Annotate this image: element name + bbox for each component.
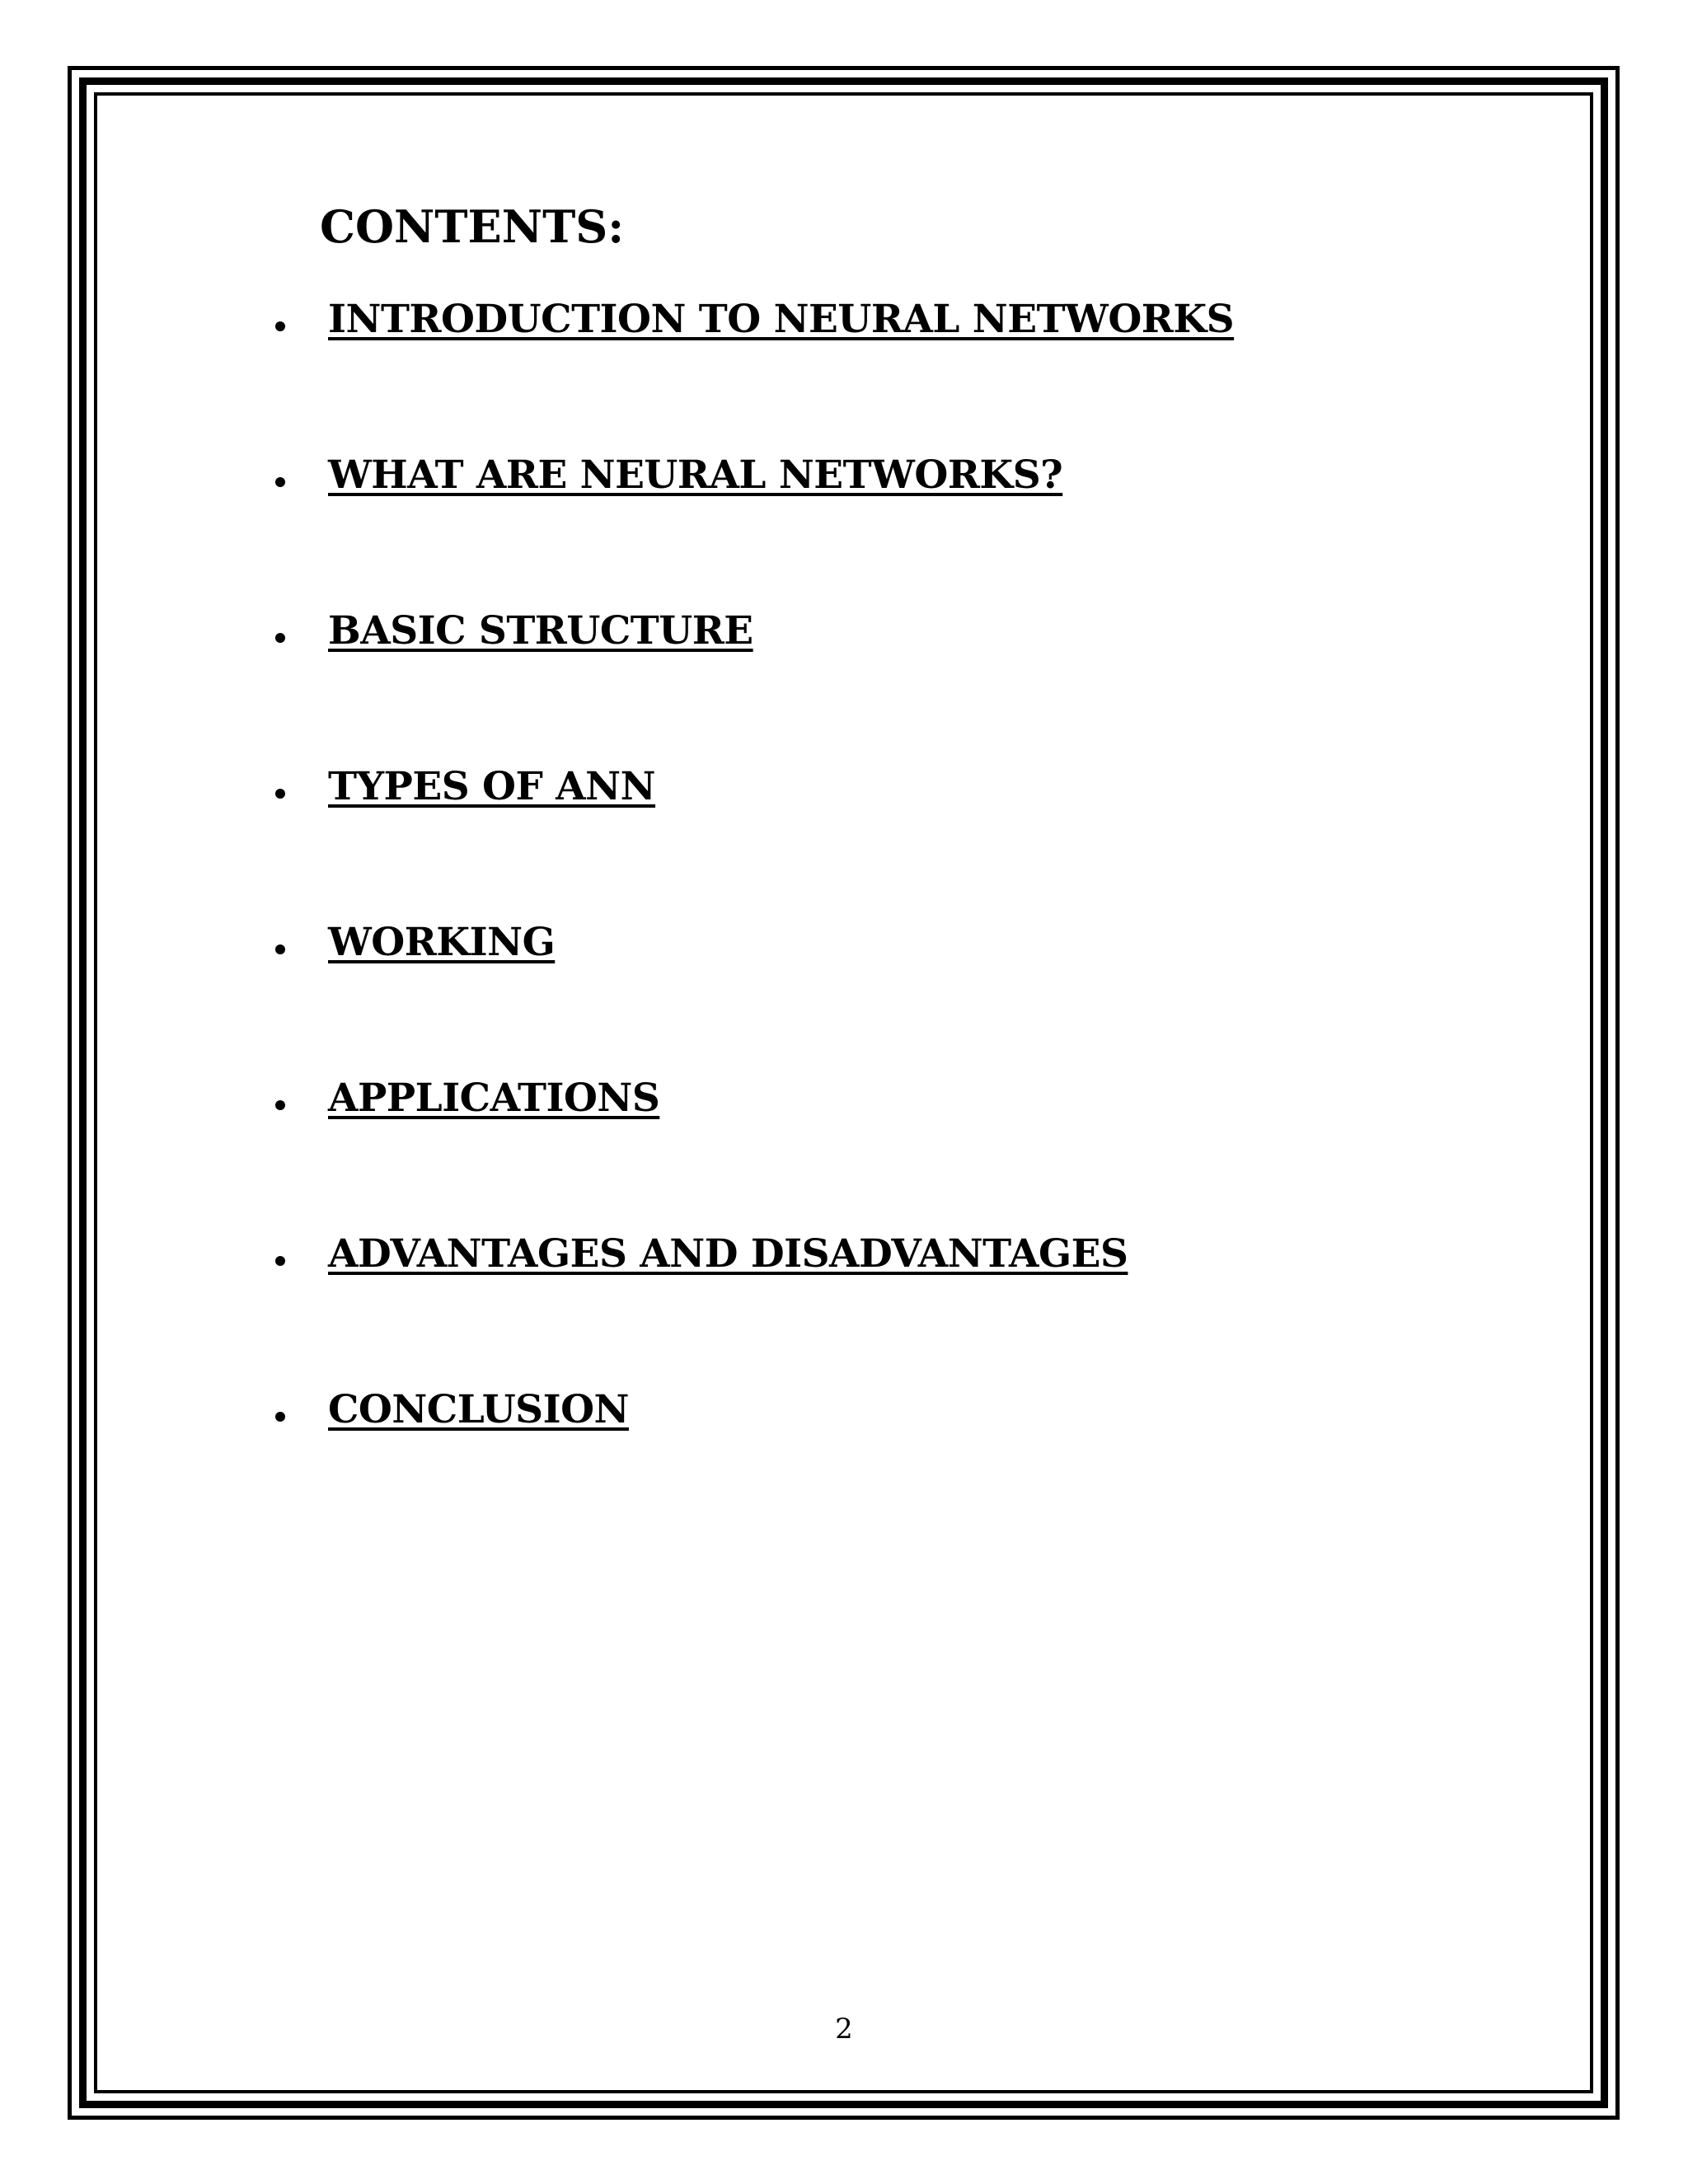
bullet-icon [275, 944, 285, 954]
toc-link-introduction[interactable]: INTRODUCTION TO NEURAL NETWORKS [328, 297, 1235, 342]
bullet-icon [275, 477, 285, 487]
bullet-icon [275, 633, 285, 643]
toc-item-advantages-and-disadvantages [275, 1223, 1234, 1379]
toc-link-applications[interactable]: APPLICATIONS [328, 1076, 660, 1121]
table-of-contents [275, 288, 1234, 1535]
toc-link-what-are-neural-networks[interactable]: WHAT ARE NEURAL NETWORKS? [328, 452, 1063, 498]
toc-item-conclusion [275, 1379, 1234, 1535]
toc-link-basic-structure[interactable]: BASIC STRUCTURE [328, 608, 753, 654]
toc-item-working [275, 912, 1234, 1067]
toc-item-introduction [275, 288, 1234, 444]
toc-link-working[interactable]: WORKING [328, 920, 556, 965]
contents-heading: CONTENTS: [320, 200, 625, 253]
bullet-icon [275, 321, 285, 331]
toc-link-types-of-ann[interactable]: TYPES OF ANN [328, 764, 656, 809]
page-number: 2 [835, 2013, 853, 2046]
toc-link-conclusion[interactable]: CONCLUSION [328, 1387, 630, 1432]
bullet-icon [275, 1256, 285, 1266]
toc-link-advantages-and-disadvantages[interactable]: ADVANTAGES AND DISADVANTAGES [328, 1231, 1128, 1277]
toc-item-types-of-ann [275, 756, 1234, 912]
toc-item-basic-structure [275, 600, 1234, 756]
toc-item-what-are-neural-networks [275, 444, 1234, 600]
bullet-icon [275, 1412, 285, 1422]
bullet-icon [275, 789, 285, 799]
toc-item-applications [275, 1067, 1234, 1223]
bullet-icon [275, 1100, 285, 1110]
